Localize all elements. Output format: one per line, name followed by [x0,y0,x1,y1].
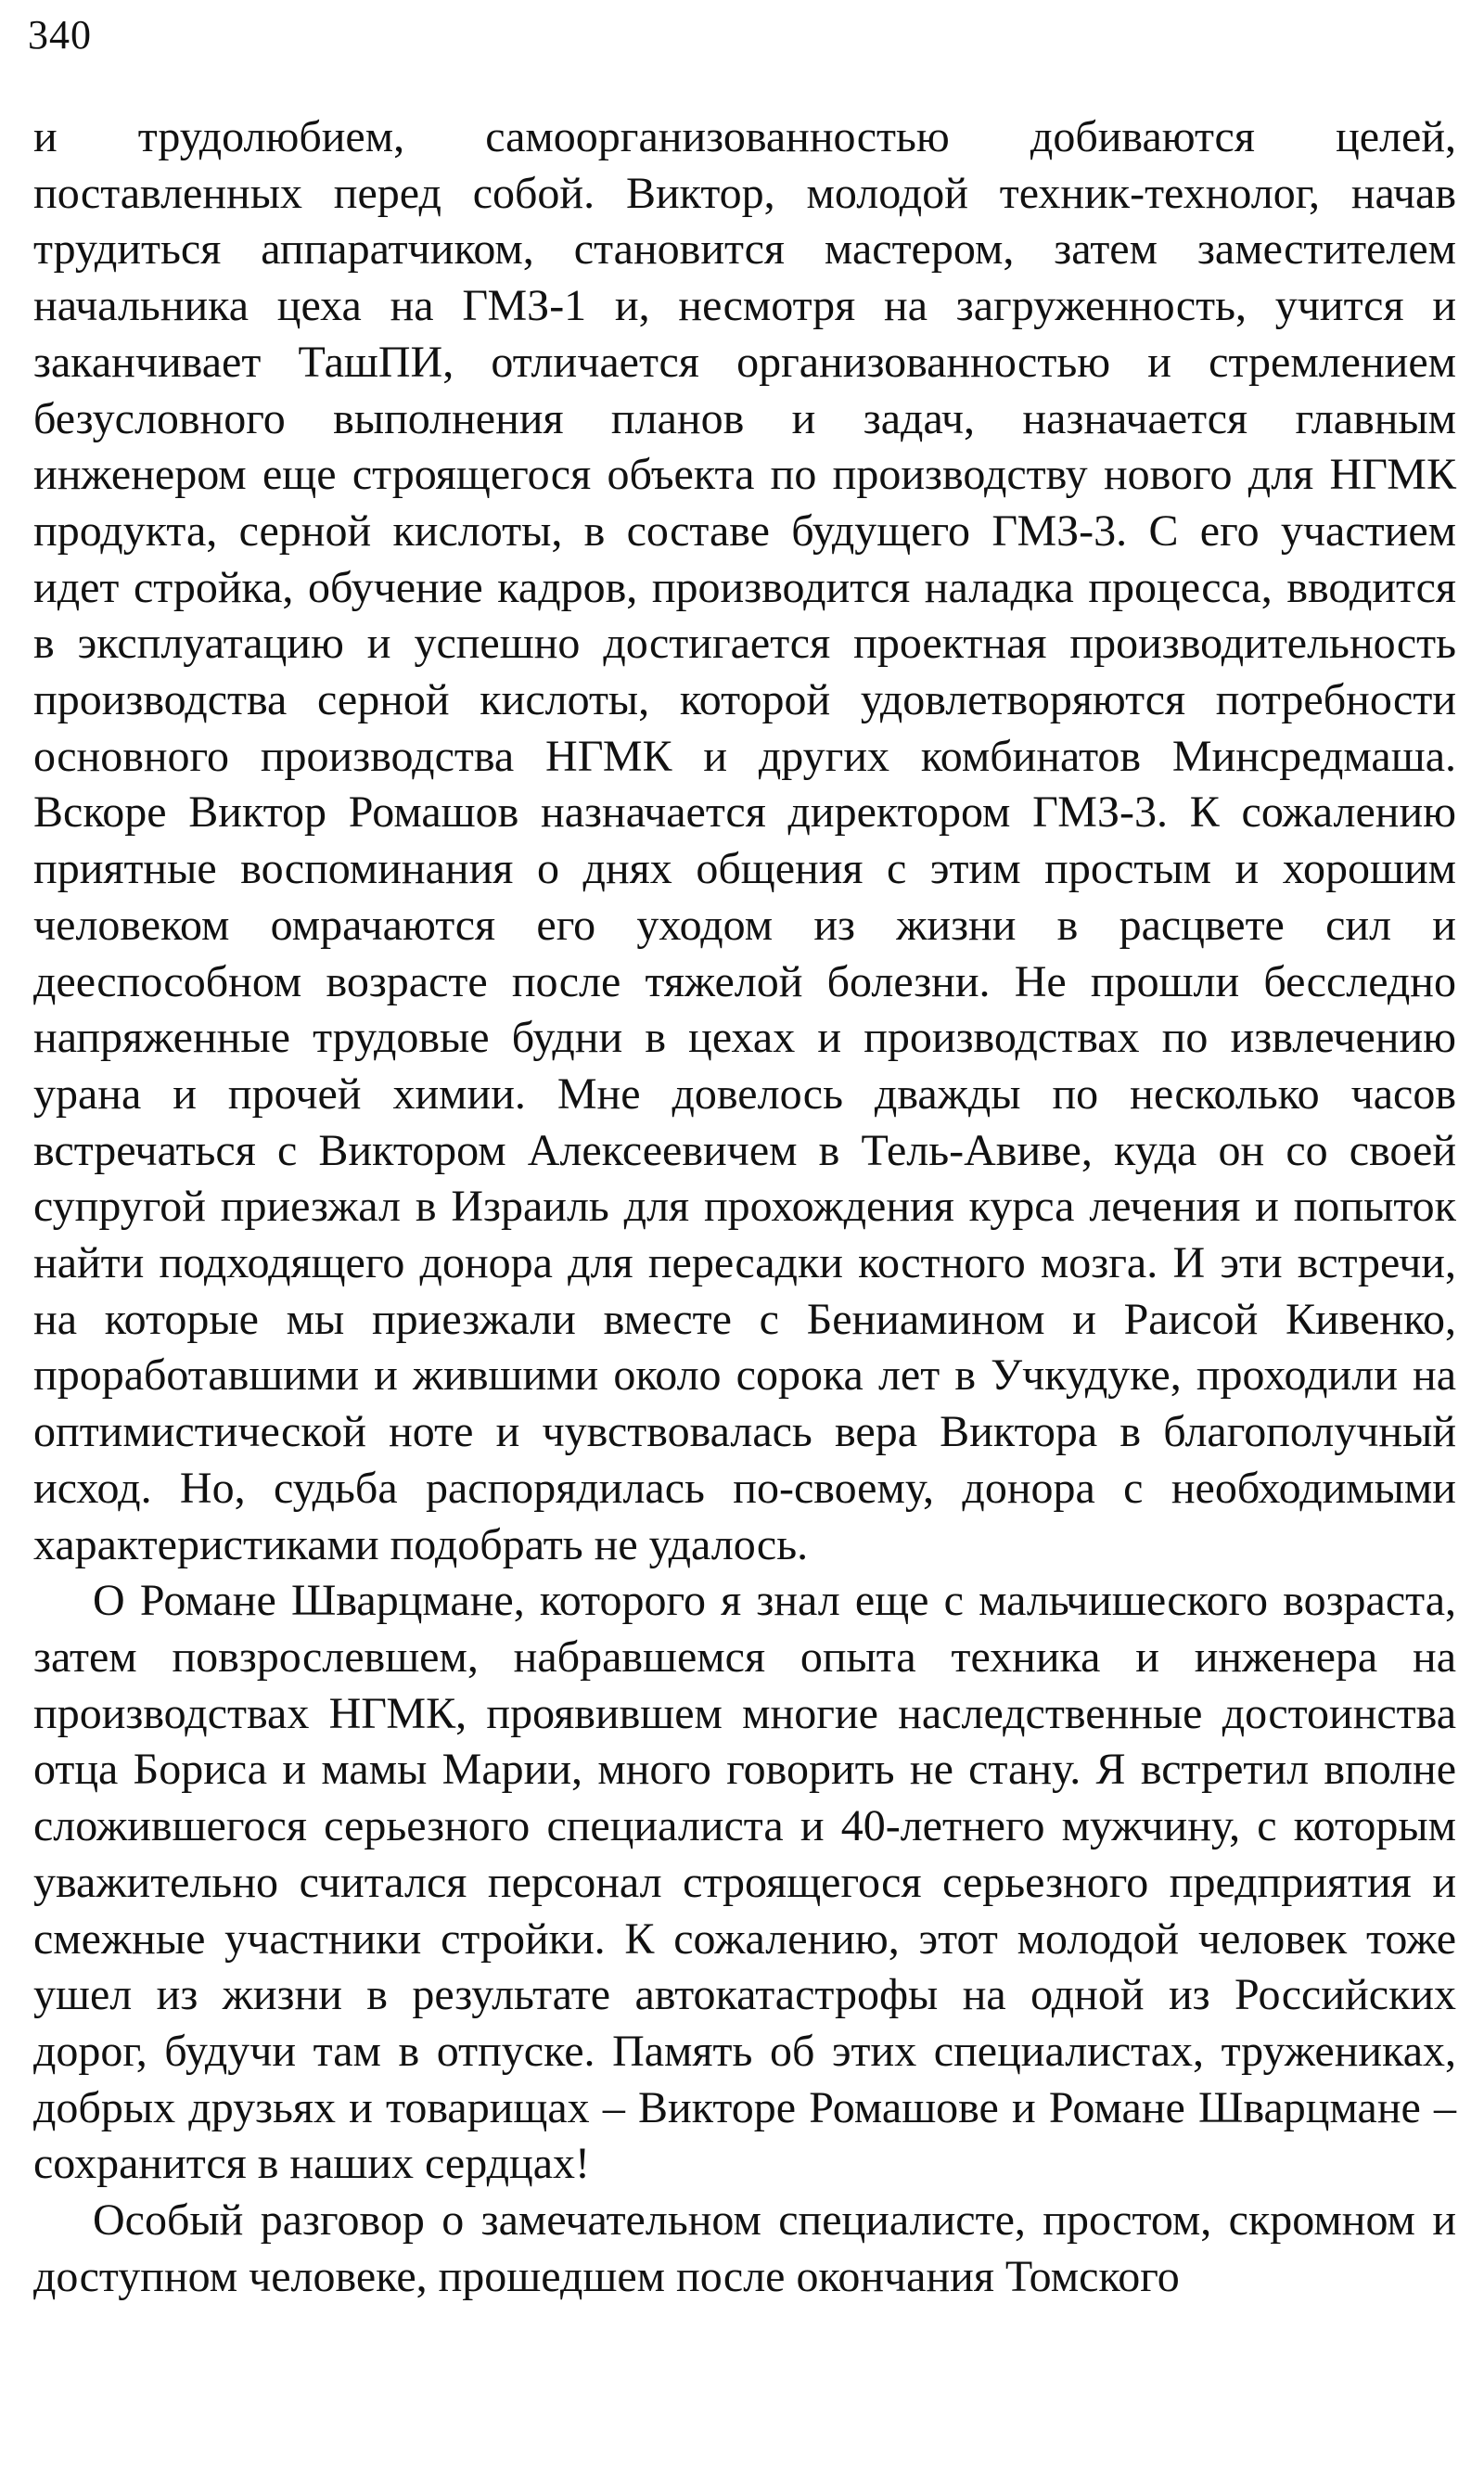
body-text [33,109,1456,2305]
paragraph-special-talk: Особый разговор о замечательном специалисте, простом, скромном и доступном человеке, прошедшем после окончания Томского [33,2195,1456,2301]
page-number: 340 [28,12,92,58]
paragraph-shvartsman: О Романе Шварцмане, которого я знал еще с мальчишеского возраста, затем повзрослевшем, набравшемся опыта техника и инженера на производствах НГМК, проявившем многие наследственные достоинства отца Бориса и мамы Марии, много говорить не стану. Я встретил вполне сложившегося серьезного специалиста и 40-летнего мужчину, с которым уважительно считался персонал строящегося серьезного предприятия и смежные участники стройки. К сожалению, этот молодой человек тоже ушел из жизни в результате автокатастрофы на одной из Российских дорог, будучи там в отпуске. Память об этих специалистах, тружениках, добрых друзьях и товарищах – Викторе Ромашове и Романе Шварцмане – сохранится в наших сердцах! [33,1576,1456,2189]
paragraph-romashov: и трудолюбием, самоорганизованностью добиваются целей, поставленных перед собой. Виктор, молодой техник-технолог, начав трудиться аппаратчиком, становится мастером, затем заместителем начальника цеха на ГМЗ-1 и, несмотря на загруженность, учится и заканчивает ТашПИ, отличается организованностью и стремлением безусловного выполнения планов и задач, назначается главным инженером еще строящегося объекта по производству нового для НГМК продукта, серной кислоты, в составе будущего ГМЗ-3. С его участием идет стройка, обучение кадров, производится наладка процесса, вводится в эксплуатацию и успешно достигается проектная производительность производства серной кислоты, которой удовлетворяются потребности основного производства НГМК и других комбинатов Минсредмаша. Вскоре Виктор Ромашов назначается директором ГМЗ-3. К сожалению приятные воспоминания о днях общения с этим простым и хорошим человеком омрачаются его уходом из жизни в расцвете сил и дееспособном возрасте после тяжелой болезни. Не прошли бесследно напряженные трудовые будни в цехах и производствах по извлечению урана и прочей химии. Мне довелось дважды по несколько часов встречаться с Виктором Алексеевичем в Тель-Авиве, куда он со своей супругой приезжал в Израиль для прохождения курса лечения и попыток найти подходящего донора для пересадки костного мозга. И эти встречи, на которые мы приезжали вместе с Бениамином и Раисой Кивенко, проработавшими и жившими около сорока лет в Учкудуке, проходили на оптимистической ноте и чувствовалась вера Виктора в благополучный исход. Но, судьба распорядилась по-своему, донора с необходимыми характеристиками подобрать не удалось. [33,112,1456,1569]
